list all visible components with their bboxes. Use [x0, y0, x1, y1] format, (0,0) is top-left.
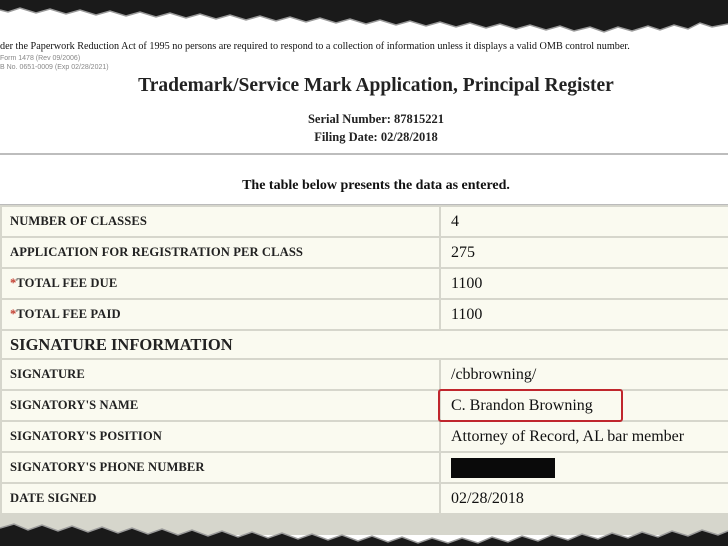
horizontal-rule [0, 153, 728, 155]
row-value: 275 [441, 238, 728, 267]
table-row [2, 269, 728, 298]
row-label: APPLICATION FOR REGISTRATION PER CLASS [2, 238, 439, 267]
table-row [2, 360, 728, 389]
signatory-name-value: C. Brandon Browning [441, 391, 728, 420]
form-number-line: Form 1478 (Rev 09/2006) [0, 55, 81, 62]
table-row [2, 238, 728, 267]
table-row [2, 391, 728, 420]
required-marker: * [10, 307, 17, 321]
torn-paper-bottom-edge [0, 506, 728, 546]
row-value: 02/28/2018 [441, 484, 728, 513]
row-value: /cbbrowning/ [441, 360, 728, 389]
row-value: 4 [441, 207, 728, 236]
row-label: *TOTAL FEE DUE [2, 269, 439, 298]
omb-number-line: B No. 0651-0009 (Exp 02/28/2021) [0, 64, 109, 71]
highlight-box [438, 389, 623, 422]
section-heading-row [2, 331, 728, 358]
filing-date: Filing Date: 02/28/2018 [314, 130, 438, 144]
phone-number-value [441, 453, 728, 482]
serial-number: Serial Number: 87815221 [307, 112, 445, 126]
table-row [2, 207, 728, 236]
row-label: *TOTAL FEE PAID [2, 300, 439, 329]
row-label: SIGNATURE [2, 360, 439, 389]
row-label: NUMBER OF CLASSES [2, 207, 439, 236]
row-label: SIGNATORY'S PHONE NUMBER [2, 453, 439, 482]
row-label: SIGNATORY'S POSITION [2, 422, 439, 451]
row-label: DATE SIGNED [2, 484, 439, 513]
application-data-table [0, 204, 728, 535]
row-value: 1100 [441, 269, 728, 298]
torn-paper-top-edge [0, 0, 728, 40]
document-title: Trademark/Service Mark Application, Principal Register [138, 75, 614, 96]
redaction-bar [451, 458, 555, 478]
paperwork-reduction-notice: der the Paperwork Reduction Act of 1995 no persons are required to respond to a collection of information unless it displays a valid OMB control number. [0, 41, 630, 52]
table-row [2, 422, 728, 451]
required-marker: * [10, 276, 17, 290]
row-value: 1100 [441, 300, 728, 329]
table-row [2, 300, 728, 329]
table-intro-text: The table below presents the data as entered. [242, 178, 510, 193]
table-row [2, 453, 728, 482]
row-value: Attorney of Record, AL bar member [441, 422, 728, 451]
row-label: SIGNATORY'S NAME [2, 391, 439, 420]
section-heading-signature: SIGNATURE INFORMATION [2, 331, 728, 358]
